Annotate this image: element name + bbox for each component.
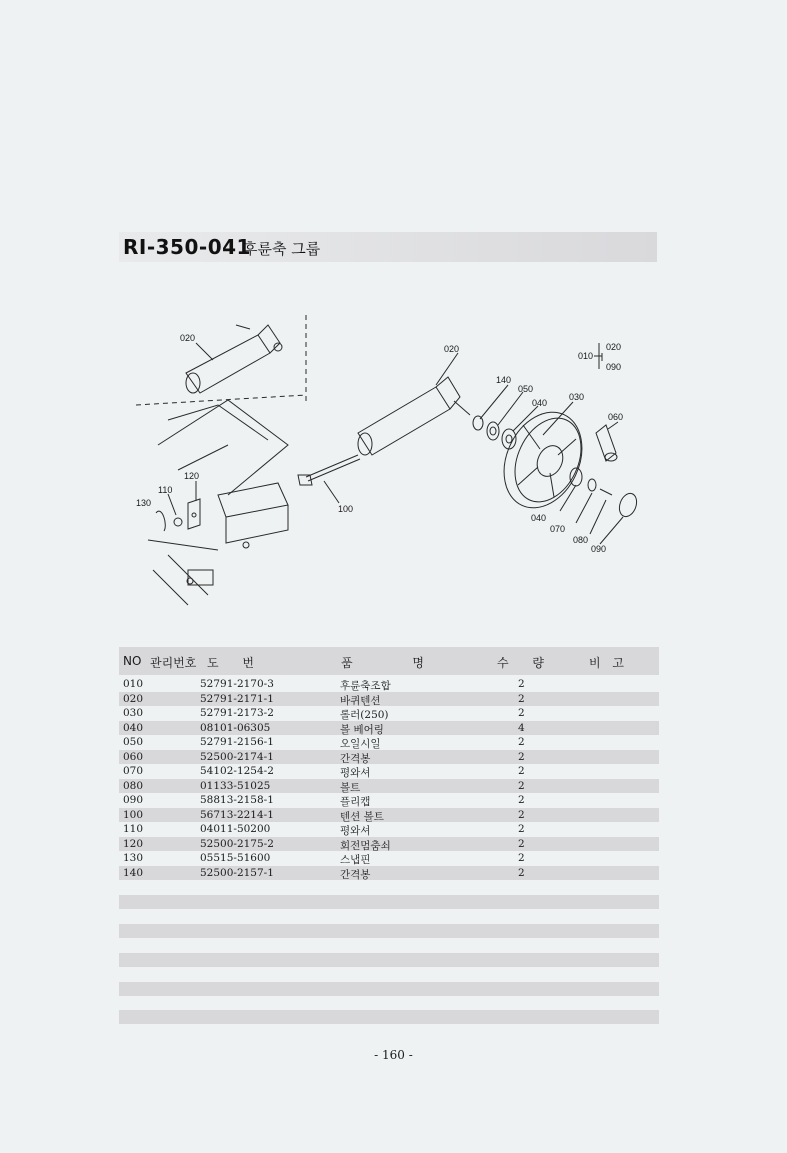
table-row (119, 706, 659, 721)
section-title-bar (119, 232, 657, 262)
table-row (119, 808, 659, 823)
row-name: 텐션 볼트 (340, 810, 384, 823)
header-no: NO (123, 654, 142, 668)
row-name: 평와셔 (340, 767, 371, 779)
row-qty: 2 (518, 779, 525, 792)
row-name: 회전멈춤쇠 (340, 839, 391, 852)
table-row (119, 851, 659, 866)
empty-table-row (119, 982, 659, 996)
legend-top: 020 (606, 342, 622, 352)
row-qty: 2 (518, 692, 525, 705)
header-drawing: 도 번 (207, 656, 254, 670)
row-part: 52791-2173-2 (200, 707, 274, 719)
empty-table-row (119, 1010, 659, 1024)
callout-label: 030 (569, 392, 585, 402)
parts-table-header (119, 647, 659, 675)
row-name: 평와셔 (340, 825, 371, 837)
row-name: 오일시일 (340, 738, 381, 750)
row-no: 130 (123, 852, 144, 864)
row-part: 52791-2170-3 (200, 678, 274, 690)
exploded-parts-diagram (118, 305, 658, 615)
callout-label: 110 (158, 485, 173, 495)
row-no: 120 (123, 837, 144, 850)
row-part: 52791-2156-1 (200, 736, 274, 748)
row-part: 01133-51025 (200, 779, 271, 792)
callout-label: 080 (573, 535, 589, 545)
row-name: 후륜축조합 (340, 680, 391, 692)
row-qty: 2 (518, 750, 525, 763)
row-name: 간격봉 (340, 752, 371, 765)
row-name: 볼트 (340, 781, 361, 794)
row-part: 52791-2171-1 (200, 692, 274, 705)
table-row (119, 779, 659, 794)
callout-label: 090 (591, 544, 607, 554)
section-code: RI-350-041 (123, 235, 251, 259)
table-row (119, 793, 659, 808)
table-row (119, 721, 659, 736)
row-qty: 2 (518, 794, 525, 806)
row-name: 롤러(250) (340, 709, 389, 721)
row-name: 간격봉 (340, 868, 371, 881)
row-qty: 2 (518, 823, 525, 835)
section-name: 후륜축 그룹 (243, 240, 321, 258)
row-no: 110 (123, 823, 144, 835)
callout-label: 060 (608, 412, 624, 422)
header-mgmt: 관리번호 (150, 656, 197, 670)
row-no: 040 (123, 721, 144, 734)
row-qty: 2 (518, 852, 525, 864)
callout-label: 020 (444, 344, 460, 354)
table-row (119, 837, 659, 852)
callout-label: 100 (338, 504, 354, 514)
legend-bottom: 090 (606, 362, 622, 372)
row-qty: 2 (518, 765, 525, 777)
row-no: 080 (123, 779, 144, 792)
row-no: 030 (123, 707, 144, 719)
row-no: 140 (123, 866, 144, 879)
header-name: 품 명 (341, 656, 424, 670)
empty-table-row (119, 953, 659, 967)
row-part: 56713-2214-1 (200, 808, 274, 821)
callout-label: 020 (180, 333, 196, 343)
row-qty: 2 (518, 808, 525, 821)
legend-left: 010 (578, 351, 594, 361)
row-name: 바퀴텐션 (340, 694, 381, 707)
callout-label: 040 (532, 398, 548, 408)
row-no: 090 (123, 794, 144, 806)
row-qty: 2 (518, 866, 525, 879)
row-part: 54102-1254-2 (200, 765, 274, 777)
table-row (119, 764, 659, 779)
callout-label: 070 (550, 524, 566, 534)
callout-label: 050 (518, 384, 534, 394)
callout-label: 140 (496, 375, 512, 385)
row-no: 020 (123, 692, 144, 705)
row-part: 04011-50200 (200, 823, 271, 835)
row-qty: 4 (518, 721, 525, 734)
row-no: 060 (123, 750, 144, 763)
row-no: 100 (123, 808, 144, 821)
table-row (119, 677, 659, 692)
table-row (119, 692, 659, 707)
empty-table-row (119, 924, 659, 938)
row-part: 52500-2157-1 (200, 866, 274, 879)
row-part: 52500-2175-2 (200, 837, 274, 850)
callout-label: 120 (184, 471, 200, 481)
row-part: 05515-51600 (200, 852, 271, 864)
table-row (119, 735, 659, 750)
table-row (119, 866, 659, 881)
header-qty: 수 량 (497, 656, 544, 670)
empty-table-row (119, 895, 659, 909)
row-qty: 2 (518, 678, 525, 690)
row-part: 58813-2158-1 (200, 794, 274, 806)
row-qty: 2 (518, 707, 525, 719)
row-part: 52500-2174-1 (200, 750, 274, 763)
row-part: 08101-06305 (200, 721, 271, 734)
row-qty: 2 (518, 736, 525, 748)
page-number: - 160 - (374, 1048, 413, 1062)
table-row (119, 822, 659, 837)
callout-label: 040 (531, 513, 547, 523)
table-row (119, 750, 659, 765)
row-qty: 2 (518, 837, 525, 850)
callout-label: 130 (136, 498, 152, 508)
header-remarks: 비 고 (589, 656, 624, 670)
row-name: 볼 베어링 (340, 723, 384, 736)
row-no: 010 (123, 678, 144, 690)
parts-table (119, 677, 659, 880)
row-name: 스냅핀 (340, 854, 371, 866)
row-no: 050 (123, 736, 144, 748)
row-name: 플리캡 (340, 796, 371, 808)
row-no: 070 (123, 765, 144, 777)
